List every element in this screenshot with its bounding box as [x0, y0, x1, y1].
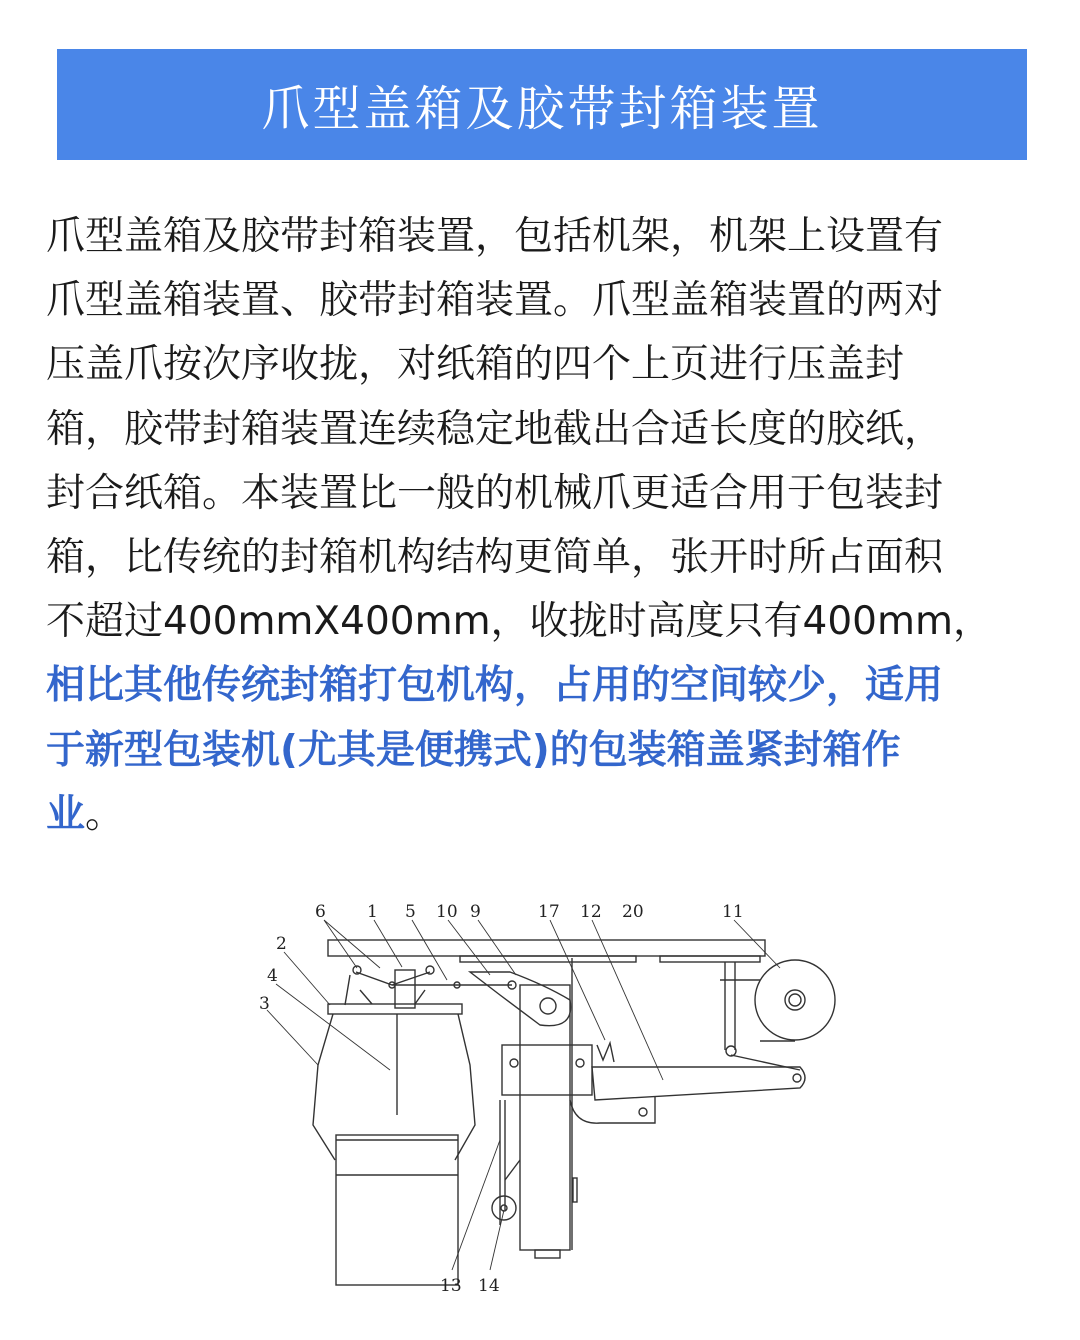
- label-17: 17: [538, 902, 560, 922]
- text-line: 不超过400mmX400mm，收拢时高度只有400mm，: [46, 599, 992, 645]
- arm-block: [502, 1045, 592, 1095]
- label-4: 4: [267, 966, 278, 986]
- label-11: 11: [722, 902, 744, 922]
- press-wheel: [492, 1196, 516, 1220]
- final-punctuation: 。: [85, 791, 125, 837]
- label-14: 14: [478, 1276, 500, 1296]
- mechanism-diagram: [250, 890, 850, 1310]
- text-line: 压盖爪按次序收拢，对纸箱的四个上页进行压盖封: [46, 342, 905, 388]
- label-20: 20: [622, 902, 644, 922]
- label-1: 1: [367, 902, 378, 922]
- swing-arm: [592, 1067, 805, 1100]
- carton: [336, 1135, 458, 1285]
- label-3: 3: [259, 994, 270, 1014]
- page-title: 爪型盖箱及胶带封箱装置: [261, 81, 823, 137]
- text-line: 爪型盖箱装置、胶带封箱装置。爪型盖箱装置的两对: [46, 278, 944, 324]
- title-banner: [57, 49, 1027, 160]
- frame-plate: [660, 956, 760, 962]
- label-13: 13: [440, 1276, 462, 1296]
- claw-left: [313, 1014, 335, 1160]
- linkage: [345, 972, 512, 1005]
- text-line: 封合纸箱。本装置比一般的机械爪更适合用于包装封: [46, 470, 944, 516]
- cutter: [597, 1043, 614, 1062]
- text-line: 爪型盖箱及胶带封箱装置，包括机架，机架上设置有: [46, 214, 944, 259]
- highlight-line: 业: [46, 791, 86, 837]
- tape-roll: [755, 960, 835, 1040]
- label-5: 5: [405, 902, 416, 922]
- frame-column: [520, 985, 570, 1250]
- label-12: 12: [580, 902, 602, 922]
- roll-bracket: [720, 962, 760, 1050]
- description-paragraph: [46, 205, 1046, 847]
- label-10: 10: [436, 902, 458, 922]
- text-line: 箱，胶带封箱装置连续稳定地截出合适长度的胶纸，: [46, 406, 944, 452]
- label-6: 6: [315, 902, 326, 922]
- highlight-line: 相比其他传统封箱打包机构，占用的空间较少，适用: [46, 663, 944, 709]
- label-2: 2: [276, 934, 287, 954]
- text-line: 箱，比传统的封箱机构结构更简单，张开时所占面积: [46, 534, 944, 580]
- label-9: 9: [470, 902, 481, 922]
- highlight-line: 于新型包装机(尤其是便携式)的包装箱盖紧封箱作: [46, 727, 901, 773]
